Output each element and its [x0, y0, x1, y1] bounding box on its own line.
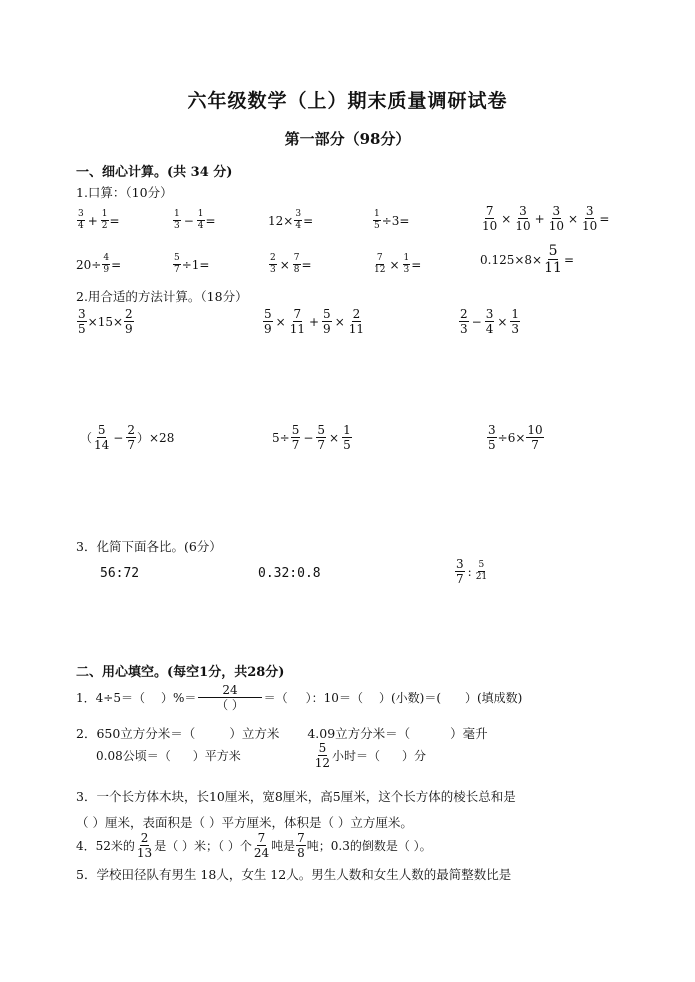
fill-q1: 1．4÷5＝（ ）%＝ $\frac{24}{( )}$ ＝（ ）：10＝（ ）(小数)＝( ）(填成数)	[76, 683, 523, 712]
calc-expr-6: $\frac{3}{5}$ ÷6× $\frac{10}{7}$	[488, 423, 543, 452]
fill-q3-line2: （ ）厘米，表面积是（ ）平方厘米，体积是（ ）立方厘米。	[76, 815, 413, 830]
calc-expr-5: 5÷ $\frac{5}{7}$ − $\frac{5}{7}$ × $\frac{1}{5}$	[272, 423, 351, 452]
calc-expr-3: $\frac{2}{3}$ − $\frac{3}{4}$ × $\frac{1}{3}$	[460, 307, 520, 336]
oral-expr-6: 20÷ $\frac{4}{9}$ =	[76, 253, 122, 275]
section1-heading: 一、细心计算。(共 34 分)	[76, 165, 233, 180]
fill-q4: 4．52米的 $\frac{2}{13}$ 是（ ）米；（ ）个 $\frac{7}{24}$ 吨是 $\frac{7}{8}$ 吨；0.3的倒数是（ ）。	[76, 831, 432, 860]
fill-q5: 5．学校田径队有男生 18人，女生 12人。男生人数和女生人数的最简整数比是	[76, 867, 512, 882]
oral-expr-4: $\frac{1}{5}$ ÷3=	[374, 209, 410, 231]
oral-expr-3: 12× $\frac{3}{4}$ =	[268, 209, 314, 231]
q2-label: 2.用合适的方法计算。（18分）	[76, 289, 248, 304]
calc-expr-4: （ $\frac{5}{14}$ − $\frac{2}{7}$ ）×28	[80, 423, 175, 452]
ratio-1: 56:72	[100, 566, 140, 581]
oral-expr-9: $\frac{7}{12}$ × $\frac{1}{3}$ =	[374, 253, 422, 275]
fraction: $\frac{1}{2}$	[101, 209, 108, 231]
ratio-3: $\frac{3}{7}$ : $\frac{5}{21}$	[456, 557, 488, 586]
fraction: $\frac{3}{4}$	[78, 209, 84, 231]
part-title: 第一部分（98分）	[284, 130, 411, 148]
oral-expr-7: $\frac{5}{7}$ ÷1=	[174, 253, 210, 275]
fill-q3-line1: 3．一个长方体木块，长10厘米，宽8厘米，高5厘米，这个长方体的棱长总和是	[76, 789, 516, 804]
q3-label: 3．化简下面各比。(6分）	[76, 539, 222, 554]
oral-expr-2: $\frac{1}{3}$ − $\frac{1}{4}$ =	[174, 209, 216, 231]
oral-expr-8: $\frac{2}{3}$ × $\frac{7}{8}$ =	[270, 253, 312, 275]
section2-heading: 二、用心填空。(每空1分，共28分)	[76, 665, 285, 680]
oral-expr-1: $\frac{3}{4}$ + $\frac{1}{2}$ =	[78, 209, 120, 231]
page-title: 六年级数学（上）期末质量调研试卷	[187, 90, 508, 112]
calc-expr-2: $\frac{5}{9}$ × $\frac{7}{11}$ + $\frac{5}{9}$ × $\frac{2}{11}$	[264, 307, 365, 336]
fill-q2-line2: 0.08公顷＝（ ）平方米 $\frac{5}{12}$ 小时＝（ ）分	[96, 741, 427, 770]
ratio-2: 0.32:0.8	[258, 566, 321, 581]
calc-expr-1: $\frac{3}{5}$ ×15× $\frac{2}{9}$	[78, 307, 133, 336]
oral-expr-10: 0.125×8× $\frac{5}{11}$ =	[480, 243, 574, 276]
oral-expr-5: $\frac{7}{10}$ × $\frac{3}{10}$ + $\frac{3}{10}$ × $\frac{3}{10}$ =	[482, 204, 610, 233]
q1-label: 1.口算：（10分）	[76, 185, 173, 200]
fill-q2-line1: 2．650立方分米＝（ ）立方米 4.09立方分米＝（ ）毫升	[76, 726, 488, 741]
